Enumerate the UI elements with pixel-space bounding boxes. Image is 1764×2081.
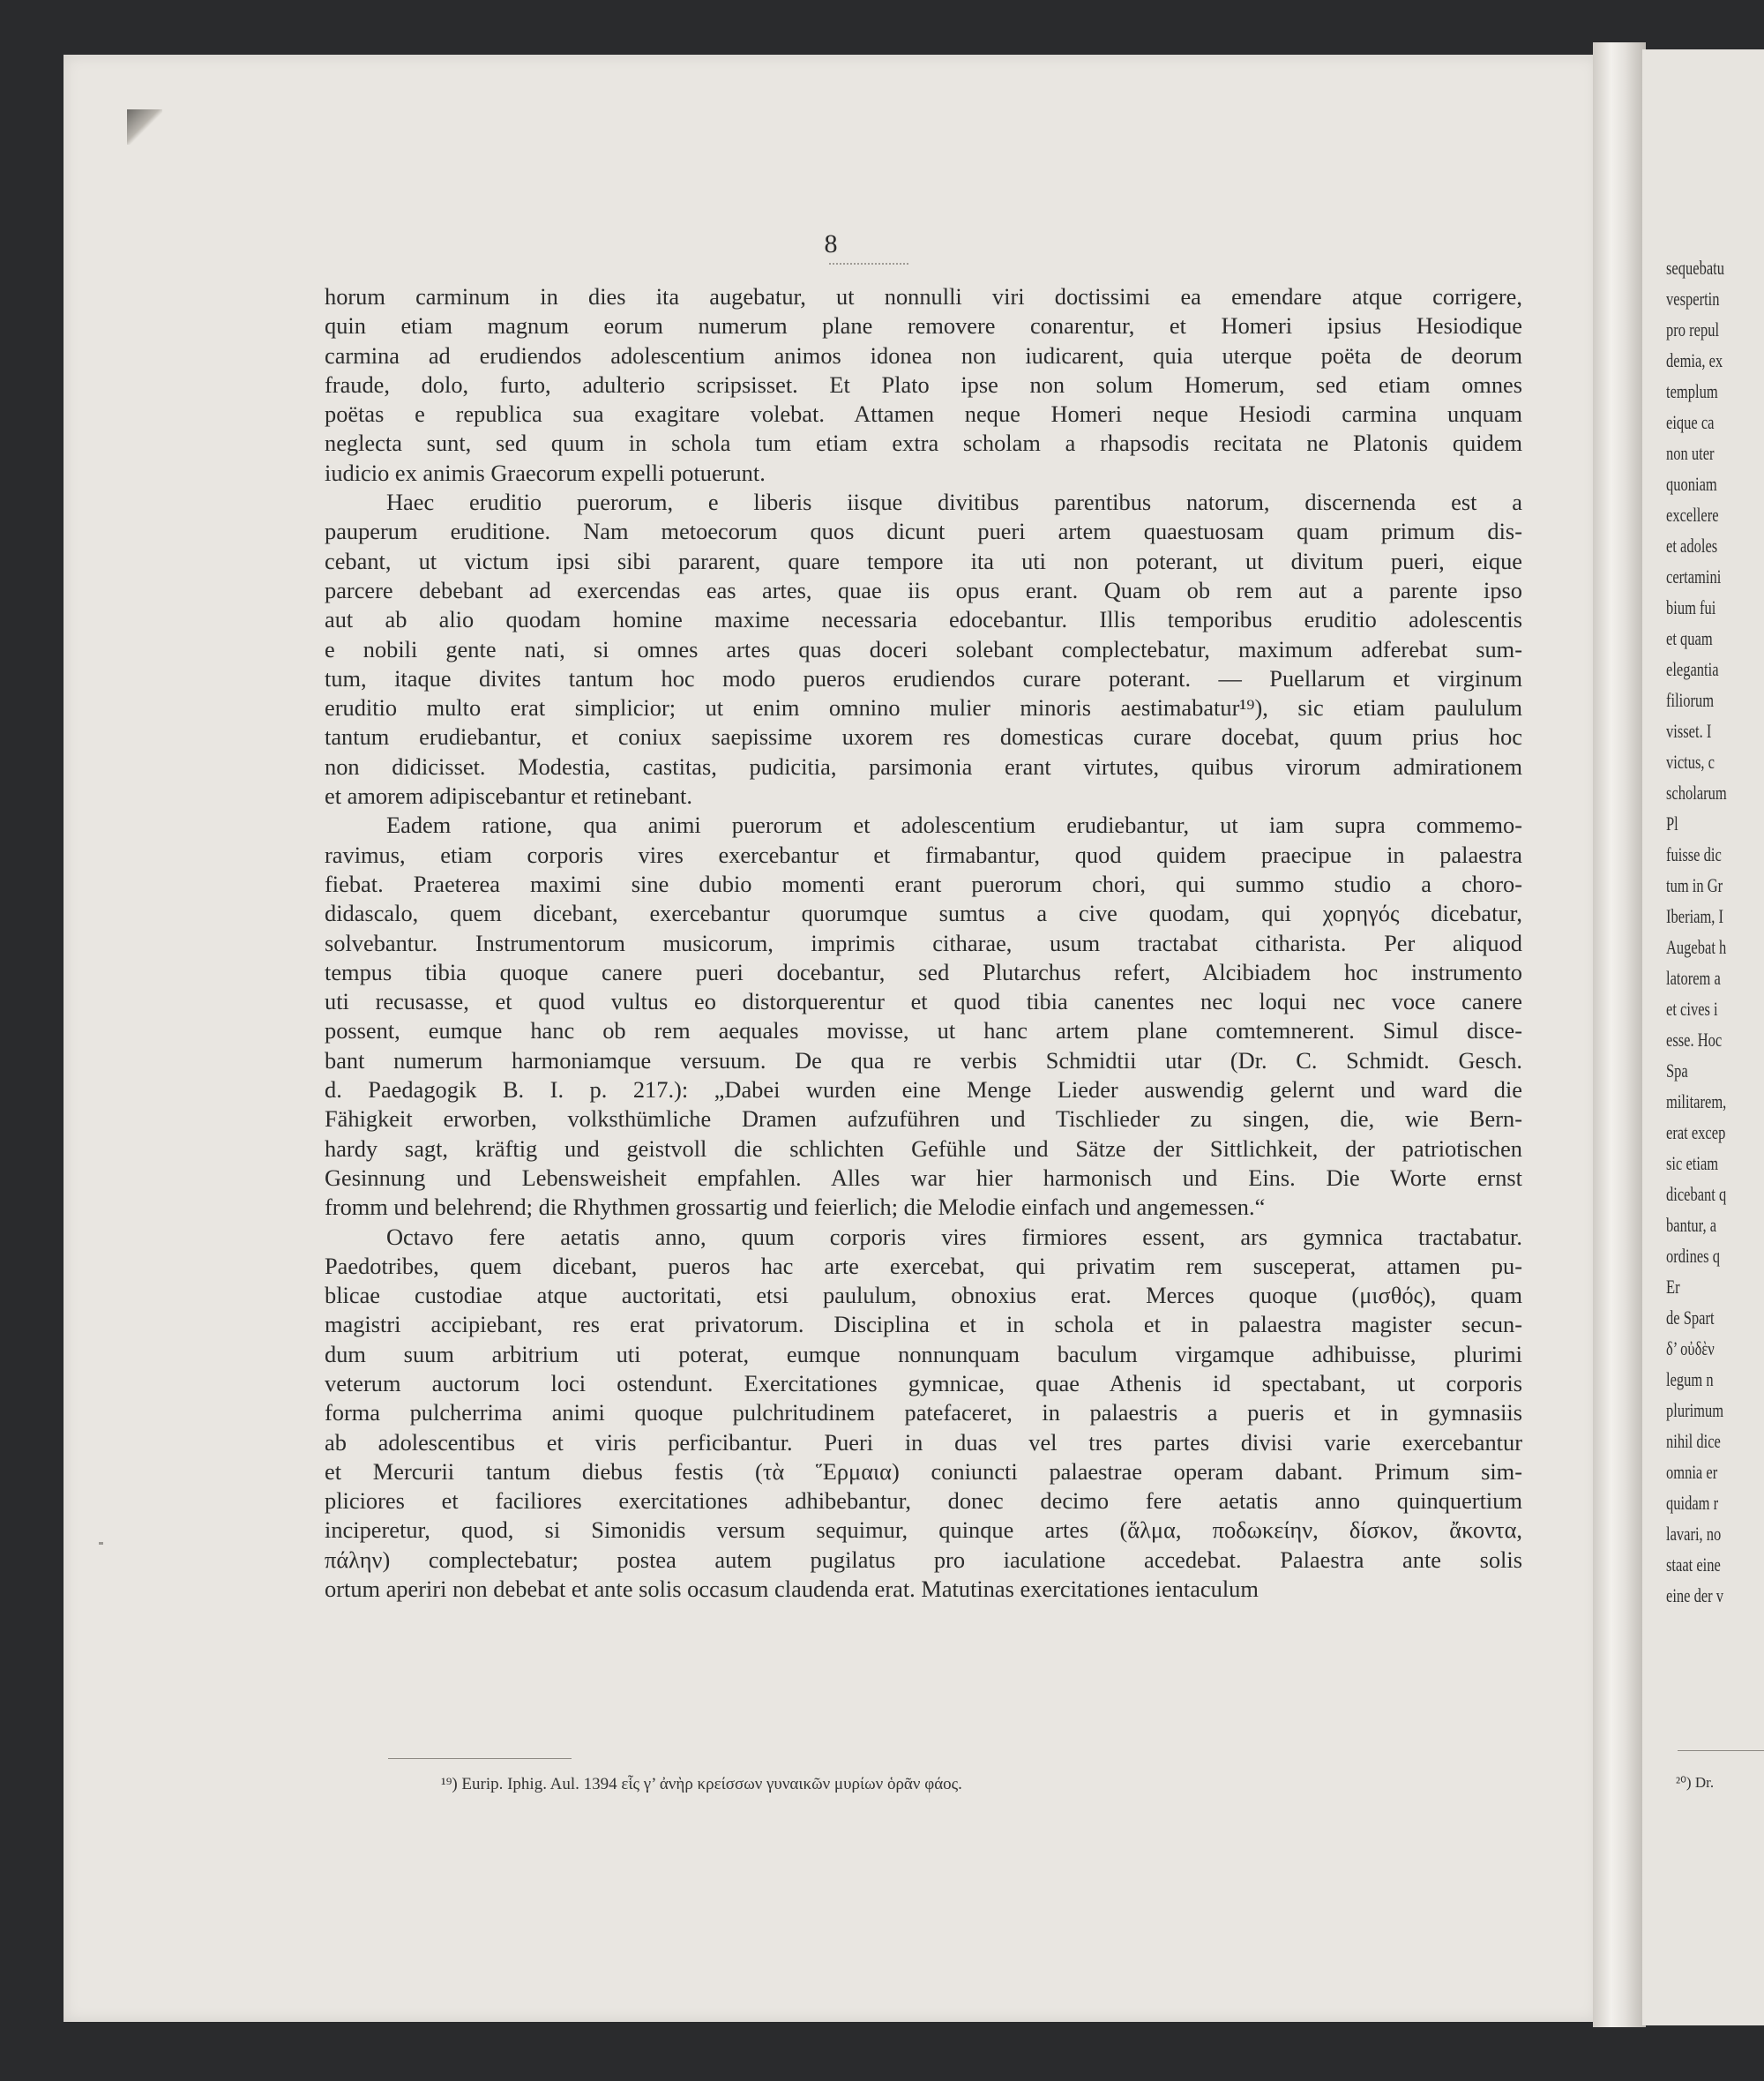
- facing-page: [1642, 49, 1764, 2025]
- facing-text-line: sic etiam: [1666, 1152, 1719, 1174]
- facing-text-line: excellere: [1666, 504, 1719, 526]
- text-line: horum carminum in dies ita augebatur, ut nonnulli viri doctissimi ea emendare atque corrigere,: [325, 283, 1522, 310]
- text-line: bant numerum harmoniamque versuum. De qua re verbis Schmidtii utar (Dr. C. Schmidt. Gesch.: [325, 1046, 1522, 1074]
- facing-text-line: sequebatu: [1666, 257, 1724, 279]
- facing-text-line: legum n: [1666, 1368, 1714, 1390]
- scan-speck: [99, 1542, 103, 1545]
- facing-footnote-divider: [1678, 1750, 1764, 1751]
- text-line: hardy sagt, kräftig und geistvoll die schlichten Gefühle und Sätze der Sittlichkeit, der patriotischen: [325, 1134, 1522, 1162]
- facing-text-line: lavari, no: [1666, 1523, 1722, 1545]
- text-line: ab adolescentibus et viris perficibantur. Pueri in duas vel tres partes divisi varie exercebantur: [325, 1428, 1522, 1456]
- text-line: et Mercurii tantum diebus festis (τὰ Ἕρμαια) coniuncti palaestrae operam dabant. Primum sim-: [325, 1457, 1522, 1485]
- text-line: quin etiam magnum eorum numerum plane removere conarentur, et Homeri ipsius Hesiodique: [325, 312, 1522, 340]
- text-line: fiebat. Praeterea maximi sine dubio momenti erant puerorum chori, qui summo studio a choro-: [325, 870, 1522, 897]
- facing-text-line: certamini: [1666, 565, 1722, 588]
- page-number-ornament: [829, 263, 908, 265]
- facing-text-line: quidam r: [1666, 1492, 1719, 1514]
- text-line: Octavo fere aetatis anno, quum corporis vires firmiores essent, ars gymnica tractabatur.: [386, 1223, 1522, 1250]
- text-line: poëtas e republica sua exagitare volebat. Attamen neque Homeri neque Hesiodi carmina unquam: [325, 400, 1522, 428]
- facing-text-line: esse. Hoc: [1666, 1029, 1723, 1051]
- facing-text-line: templum: [1666, 380, 1718, 402]
- text-line: e nobili gente nati, si omnes artes quas doceri solebant complectebatur, maximum adferebat sum-: [325, 635, 1522, 662]
- text-line: magistri accipiebant, res erat privatorum. Disciplina et in schola et in palaestra magister secun-: [325, 1311, 1522, 1338]
- facing-text-line: staat eine: [1666, 1553, 1721, 1576]
- text-line: ortum aperiri non debebat et ante solis occasum claudenda erat. Matutinas exercitationes ientaculum: [325, 1576, 1259, 1603]
- facing-text-line: δ’ οὐδὲν: [1666, 1337, 1715, 1359]
- footnote-divider: [388, 1758, 572, 1759]
- page-corner-fold: [127, 109, 162, 145]
- facing-text-line: victus, c: [1666, 751, 1715, 773]
- text-line: ravimus, etiam corporis vires exercebantur et firmabantur, quod quidem praecipue in palaestra: [325, 841, 1522, 868]
- body-text: [325, 282, 1522, 1604]
- facing-text-line: elegantia: [1666, 658, 1719, 680]
- text-line: pliciores et faciliores exercitationes adhibebantur, donec decimo fere aetatis anno quinquertium: [325, 1487, 1522, 1515]
- text-line: fraude, dolo, furto, adulterio scripsisset. Et Plato ipse non solum Homerum, sed etiam omnes: [325, 371, 1522, 398]
- facing-text-line: visset. I: [1666, 720, 1712, 742]
- facing-text-line: quoniam: [1666, 473, 1717, 495]
- text-line: solvebantur. Instrumentorum musicorum, imprimis citharae, usum tractabat citharista. Per aliquod: [325, 929, 1522, 956]
- facing-text-line: dicebant q: [1666, 1183, 1727, 1205]
- text-line: blicae custodiae atque auctoritati, etsi paululum, obnoxius erat. Merces quoque (μισθός), quam: [325, 1282, 1522, 1309]
- facing-text-line: fuisse dic: [1666, 843, 1722, 865]
- text-line: cebant, ut victum ipsi sibi pararent, quare tempore ita uti non poterant, ut divitum pueri, eique: [325, 547, 1522, 574]
- book-page: [64, 55, 1598, 2022]
- text-line: iudicio ex animis Graecorum expelli potuerunt.: [325, 459, 766, 486]
- text-line: neglecta sunt, sed quum in schola tum etiam extra scholam a rhapsodis recitata ne Platonis quidem: [325, 430, 1522, 457]
- facing-text-line: Iberiam, I: [1666, 905, 1724, 927]
- facing-text-line: eine der v: [1666, 1584, 1724, 1606]
- text-line: inciperetur, quod, si Simonidis versum sequimur, quinque artes (ἅλμα, ποδωκείην, δίσκον, ἄκοντα,: [325, 1516, 1522, 1544]
- text-line: non didicisset. Modestia, castitas, pudicitia, parsimonia erant virtutes, quibus virorum admirationem: [325, 752, 1522, 780]
- facing-text-line: Spa: [1666, 1059, 1688, 1082]
- facing-text-line: tum in Gr: [1666, 874, 1723, 896]
- text-line: forma pulcherrima animi quoque pulchritudinem patefaceret, in palaestris a pueris et in gymnasiis: [325, 1399, 1522, 1426]
- facing-text-line: eique ca: [1666, 411, 1715, 433]
- facing-text-line: non uter: [1666, 442, 1715, 464]
- text-line: Gesinnung und Lebensweisheit empfahlen. Alles war hier harmonisch und Eins. Die Worte ernst: [325, 1164, 1522, 1191]
- text-line: uti recusasse, et quod vultus eo distorquerentur et quod tibia canentes nec loqui nec voce canere: [325, 988, 1522, 1015]
- facing-text-line: et quam: [1666, 627, 1713, 649]
- facing-text-line: bantur, a: [1666, 1214, 1717, 1236]
- text-line: dum suum arbitrium uti poterat, eumque nonnunquam baculum virgamque adhibuisse, plurimi: [325, 1340, 1522, 1367]
- page-number: 8: [824, 229, 838, 258]
- facing-text-line: bium fui: [1666, 596, 1716, 618]
- facing-text-line: omnia er: [1666, 1461, 1718, 1483]
- facing-text-line: Er: [1666, 1276, 1680, 1298]
- footnote: ¹⁹) Eurip. Iphig. Aul. 1394 εἷς γ’ ἀνὴρ κρείσσων γυναικῶν μυρίων ὁρᾶν φάος.: [441, 1775, 962, 1793]
- facing-text-line: et cives i: [1666, 998, 1718, 1020]
- facing-text-line: Augebat h: [1666, 936, 1727, 958]
- facing-text-line: nihil dice: [1666, 1430, 1721, 1452]
- facing-text-line: ordines q: [1666, 1245, 1720, 1267]
- text-line: tum, itaque divites tantum hoc modo pueros erudiendos curare poterant. — Puellarum et virginum: [325, 664, 1522, 692]
- facing-text-line: militarem,: [1666, 1090, 1727, 1112]
- text-line: tantum erudiebantur, et coniux saepissime uxorem res domesticas curare docebat, quum prius hoc: [325, 723, 1522, 751]
- text-line: πάλην) complectebatur; postea autem pugilatus pro iaculatione accedebat. Palaestra ante solis: [325, 1546, 1522, 1573]
- facing-page-footnote: ²⁰) Dr.: [1676, 1774, 1715, 1791]
- text-line: Paedotribes, quem dicebant, pueros hac arte exercebat, qui privatim rem susceperat, attamen pu-: [325, 1252, 1522, 1279]
- text-line: fromm und belehrend; die Rhythmen grossartig und feierlich; die Melodie einfach und angemessen.“: [325, 1194, 1266, 1221]
- text-line: et amorem adipiscebantur et retinebant.: [325, 782, 692, 810]
- text-line: aut ab alio quodam homine maxime necessaria edocebantur. Illis temporibus eruditio adolescentis: [325, 606, 1522, 633]
- facing-text-line: Pl: [1666, 812, 1678, 835]
- facing-text-line: et adoles: [1666, 535, 1718, 557]
- facing-text-line: demia, ex: [1666, 349, 1723, 371]
- facing-text-line: latorem a: [1666, 967, 1721, 989]
- text-line: eruditio multo erat simplicior; ut enim omnino mulier minoris aestimabatur¹⁹), sic etiam paululum: [325, 694, 1522, 722]
- text-line: tempus tibia quoque canere pueri docebantur, sed Plutarchus refert, Alcibiadem hoc instrumento: [325, 958, 1522, 985]
- facing-text-line: plurimum: [1666, 1399, 1724, 1421]
- facing-text-line: scholarum: [1666, 782, 1727, 804]
- facing-text-line: filiorum: [1666, 689, 1715, 711]
- text-line: Haec eruditio puerorum, e liberis iisque divitibus parentibus natorum, discernenda est a: [386, 489, 1522, 516]
- text-line: veterum auctorum loci ostendunt. Exercitationes gymnicae, quae Athenis id spectabant, ut corporis: [325, 1369, 1522, 1396]
- book-gutter: [1593, 42, 1646, 2027]
- text-line: possent, eumque hanc ob rem aequales movisse, ut hanc artem plane comtemnerent. Simul disce-: [325, 1017, 1522, 1044]
- facing-text-line: pro repul: [1666, 318, 1720, 341]
- text-line: didascalo, quem dicebant, exercebantur quorumque sumtus a cive quodam, qui χορηγός dicebatur,: [325, 900, 1522, 927]
- text-line: carmina ad erudiendos adolescentium animos idonea non iudicarent, quia uterque poëta de deorum: [325, 341, 1522, 369]
- text-line: parcere debebant ad exercendas eas artes, quae iis opus erant. Quam ob rem aut a parente ipso: [325, 576, 1522, 603]
- facing-text-line: erat excep: [1666, 1121, 1726, 1143]
- facing-text-line: de Spart: [1666, 1306, 1715, 1329]
- text-line: d. Paedagogik B. I. p. 217.): „Dabei wurden eine Menge Lieder auswendig gelernt und ward die: [325, 1076, 1522, 1104]
- facing-text-line: vespertin: [1666, 288, 1720, 310]
- text-line: pauperum eruditione. Nam metoecorum quos dicunt pueri artem quaestuosam quam primum dis-: [325, 518, 1522, 545]
- text-line: Eadem ratione, qua animi puerorum et adolescentium erudiebantur, ut iam supra commemo-: [386, 812, 1522, 839]
- text-line: Fähigkeit erworben, volksthümliche Dramen aufzuführen und Tischlieder zu singen, die, wie Bern-: [325, 1105, 1522, 1133]
- facing-page-text: [1642, 252, 1764, 1611]
